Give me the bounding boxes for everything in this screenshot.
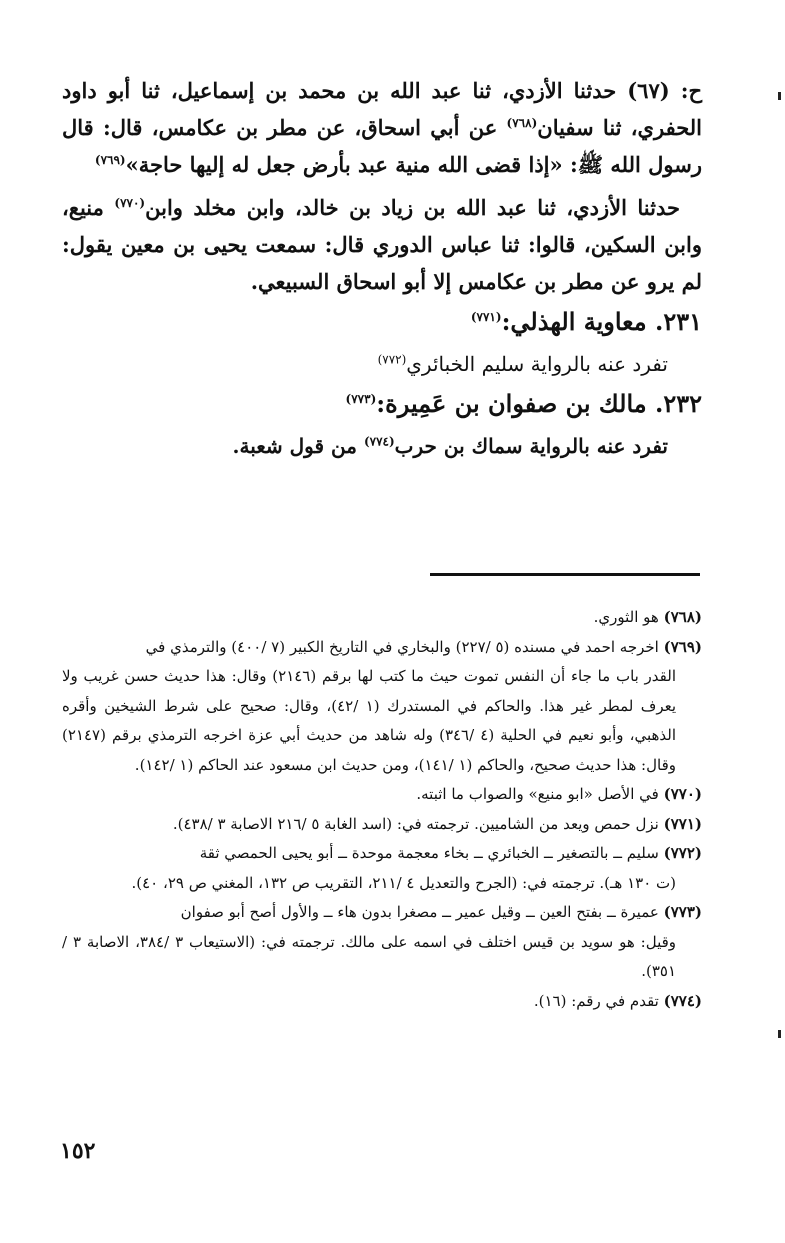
footnote-separator	[430, 573, 700, 576]
footnote-ref: (٧٧٣)	[345, 392, 377, 406]
hadith-paragraph	[62, 72, 702, 183]
footnote-number: (٧٧٠)	[663, 785, 702, 803]
footnote	[62, 603, 702, 633]
footnote	[62, 633, 702, 781]
entry-title: ٢٣١. معاوية الهذلي:	[501, 307, 702, 336]
footnote-ref: (٧٧١)	[470, 310, 502, 324]
footnote-ref: (٧٧٤)	[363, 434, 395, 449]
main-text	[62, 72, 702, 464]
footnote-text: اخرجه احمد في مسنده (٥ /٢٢٧) والبخاري في التاريخ الكبير (٧ /٤٠٠) والترمذي في	[145, 637, 659, 656]
footnote	[62, 987, 702, 1017]
scan-edge-mark-bottom	[778, 1030, 781, 1038]
footnote-ref: (٧٦٨)	[506, 116, 538, 130]
footnote-text: سليم ــ بالتصغير ــ الخبائري ــ بخاء معجمة موحدة ــ أبو يحيى الحمصي ثقة	[199, 844, 659, 862]
narration-text-a: حدثنا الأزدي، ثنا عبد الله بن زياد بن خالد، وابن مخلد وابن	[145, 195, 680, 220]
footnote-number: (٧٧١)	[663, 814, 702, 833]
footnotes	[62, 603, 702, 1016]
footnote-continuation: (ت ١٣٠ هـ). ترجمته في: (الجرح والتعديل ٤ /٢١١، التقريب ص ١٣٢، المغني ص ٢٩، ٤٠).	[131, 873, 676, 892]
entry-heading	[62, 302, 702, 342]
entry-title: ٢٣٢. مالك بن صفوان بن عَمِيرة:	[376, 389, 702, 418]
entry-body	[62, 428, 668, 464]
entry-body-text: تفرد عنه بالرواية سليم الخبائري	[406, 352, 668, 376]
entry-body-tail: من قول شعبة.	[232, 434, 364, 458]
entry-body	[62, 346, 668, 382]
scan-edge-mark-top	[778, 92, 781, 100]
footnote-text: في الأصل «ابو منيع» والصواب ما اثبته.	[416, 785, 659, 803]
footnote-ref: (٧٧٠)	[114, 196, 146, 210]
entry-body-text: تفرد عنه بالرواية سماك بن حرب	[394, 434, 668, 458]
footnote-continuation: وقيل: هو سويد بن قيس اختلف في اسمه على مالك. ترجمته في: (الاستيعاب ٣ /٣٨٤، الاصابة ٣ /٣٥١).	[62, 932, 677, 980]
footnote	[62, 780, 702, 810]
footnote-number: (٧٦٨)	[663, 608, 702, 626]
footnote-number: (٧٧٤)	[663, 991, 702, 1010]
footnote-text: نزل حمص ويعد من الشاميين. ترجمته في: (اسد الغابة ٥ /٢١٦ الاصابة ٣ /٤٣٨).	[172, 814, 659, 833]
entry-heading	[62, 384, 702, 424]
footnote-ref: (٧٦٩)	[94, 153, 126, 167]
footnote	[62, 898, 702, 987]
footnote	[62, 810, 702, 840]
narration-paragraph	[62, 189, 702, 300]
hadith-text-a: ح: (٦٧) حدثنا الأزدي، ثنا عبد الله بن محمد بن إسماعيل، ثنا أبو داود الحفري، ثنا سفيان	[62, 78, 703, 140]
narration-text-b: منيع، وابن السكين، قالوا: ثنا عباس الدوري قال: سمعت يحيى بن معين يقول: لم يرو عن مطر بن عكامس إلا أبو اسحاق السبيعي.	[62, 195, 702, 294]
hadith-text-b: عن أبي اسحاق، عن مطر بن عكامس، قال: قال رسول الله ﷺ: «إذا قضى الله منية عبد بأرض جعل له إليها حاجة»	[62, 115, 702, 177]
footnote-number: (٧٧٣)	[663, 903, 702, 921]
footnote-text: هو الثوري.	[593, 608, 659, 626]
footnote-number: (٧٦٩)	[663, 637, 702, 656]
footnote-ref: (٧٧٢)	[377, 352, 407, 367]
footnote-continuation: القدر باب ما جاء أن النفس تموت حيث ما كتب لها برقم (٢١٤٦) وقال: هذا حديث حسن غريب ولا يعرف لمطر غير هذا. والحاكم في المستدرك (١ /٤٢)، وقال: صحيح على شرط الشيخين وأقره الذهبي، وأبو نعيم في الحلية (٤ /٣٤٦) وله شاهد من حديث أبي عزة اخرجه الترمذي برقم (٢١٤٧) وقال: هذا حديث صحيح، والحاكم (١ /١٤١)، ومن حديث ابن مسعود عند الحاكم (١ /١٤٢).	[62, 667, 677, 774]
page-number: ١٥٢	[60, 1138, 96, 1164]
footnote	[62, 839, 702, 898]
footnote-text: تقدم في رقم: (١٦).	[533, 991, 659, 1010]
footnote-number: (٧٧٢)	[663, 844, 702, 862]
footnote-text: عميرة ــ بفتح العين ــ وقيل عمير ــ مصغرا بدون هاء ــ والأول أصح أبو صفوان	[180, 903, 659, 921]
